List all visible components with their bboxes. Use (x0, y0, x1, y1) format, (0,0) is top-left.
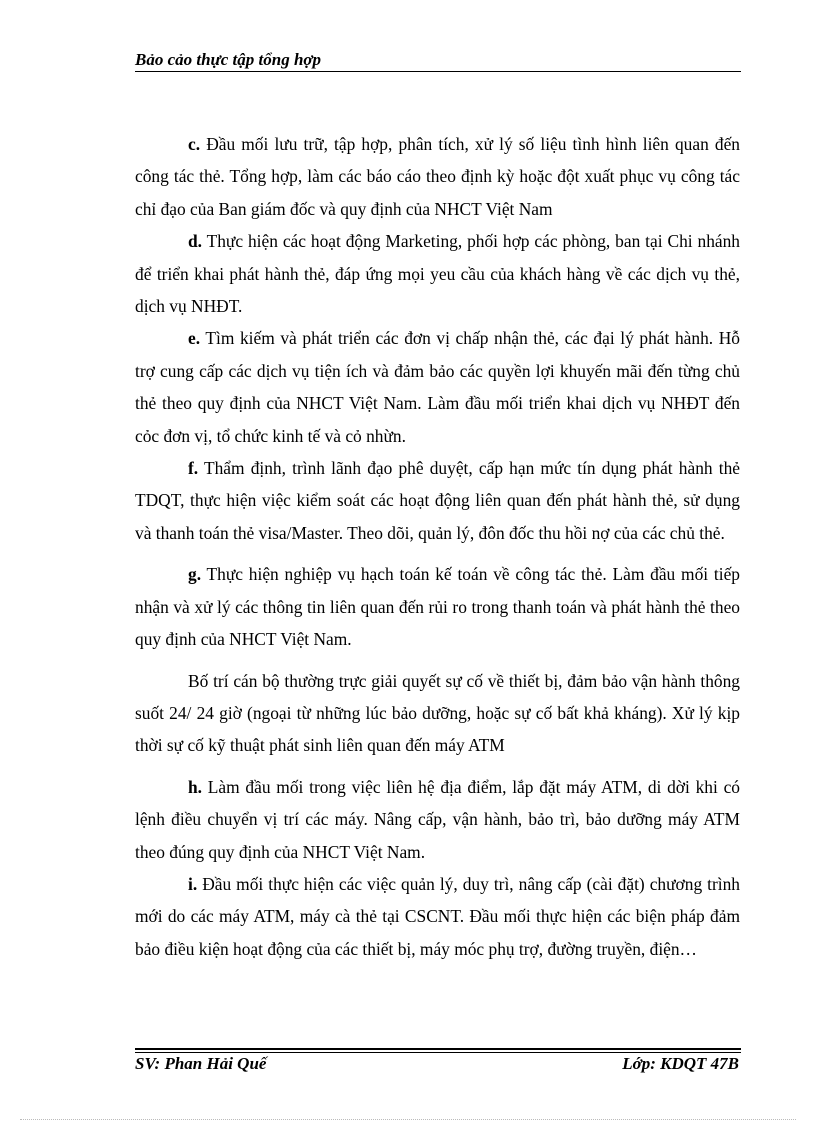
paragraph-text: Thực hiện nghiệp vụ hạch toán kế toán về công tác thẻ. Làm đầu mối tiếp nhận và xử lý các thông tin liên quan đến rủi ro trong thanh toán và phát hành thẻ theo quy định của NHCT Việt Nam. (135, 564, 740, 650)
header-rule (135, 71, 741, 72)
paragraph-label: h. (188, 776, 203, 797)
paragraph-text: Đầu mối thực hiện các việc quản lý, duy trì, nâng cấp (cài đặt) chương trình mới do các máy ATM, máy cà thẻ tại CSCNT. Đầu mối thực hiện các biện pháp đảm bảo điều kiện hoạt động của các thiết bị, máy móc phụ trợ, đường truyền, điện… (135, 873, 740, 959)
footer-class: Lớp: KDQT 47B (622, 1054, 739, 1073)
paragraph-g (135, 558, 740, 655)
page-header-title: Bảo cảo thực tập tổng hợp (135, 50, 322, 69)
document-body (135, 128, 740, 965)
paragraph-text: Thẩm định, trình lãnh đạo phê duyệt, cấp hạn mức tín dụng phát hành thẻ TDQT, thực hiện việc kiểm soát các hoạt động liên quan đến phát hành thẻ, sử dụng và thanh toán thẻ visa/Master. Theo dõi, quản lý, đôn đốc thu hồi nợ của các chủ thẻ. (135, 458, 740, 543)
paragraph-h (135, 771, 740, 868)
footer-student: SV: Phan Hải Quế (135, 1054, 267, 1073)
paragraph-e (135, 322, 740, 452)
paragraph-text: Đầu mối lưu trữ, tập hợp, phân tích, xử lý số liệu tình hình liên quan đến công tác thẻ. Tổng hợp, làm các báo cáo theo định kỳ hoặc đột xuất phục vụ công tác chỉ đạo của Ban giám đốc và quy định của NHCT Việt Nam (135, 134, 740, 219)
footer-rule (135, 1048, 741, 1050)
paragraph-text: Thực hiện các hoạt động Marketing, phối hợp các phòng, ban tại Chi nhánh để triển khai phát hành thẻ, đáp ứng mọi yeu cầu của khách hàng về các dịch vụ thẻ, dịch vụ NHĐT. (135, 231, 740, 317)
paragraph-text: Tìm kiếm và phát triển các đơn vị chấp nhận thẻ, các đại lý phát hành. Hỗ trợ cung cấp các dịch vụ tiện ích và đảm bảo các quyền lợi khuyến mãi đến từng chủ thẻ theo quy định của NHCT Việt Nam. Làm đầu mối triển khai dịch vụ NHĐT đến cỏc đơn vị, tổ chức kinh tế và cỏ nhừn. (135, 328, 740, 446)
page-footer (135, 1054, 741, 1074)
paragraph-label: f. (188, 458, 199, 479)
paragraph-label: c. (188, 134, 201, 154)
paragraph-c (135, 128, 740, 225)
paragraph-text: Làm đầu mối trong việc liên hệ địa điểm, lắp đặt máy ATM, di dời khi có lệnh điều chuyển vị trí các máy. Nâng cấp, vận hành, bảo trì, bảo dưỡng máy ATM theo đúng quy định của NHCT Việt Nam. (135, 776, 740, 862)
paragraph-label: g. (188, 564, 202, 585)
paragraph-f (135, 452, 740, 549)
paragraph-spacer (135, 656, 740, 665)
paragraph-text: Bố trí cán bộ thường trực giải quyết sự cố về thiết bị, đảm bảo vận hành thông suốt 24/ 24 giờ (ngoại từ những lúc bảo dưỡng, hoặc sự cố bất khả kháng). Xử lý kịp thời sự cố kỹ thuật phát sinh liên quan đến máy ATM (135, 670, 740, 756)
paragraph-label: e. (188, 328, 201, 349)
page-edge-dots (20, 1119, 796, 1120)
paragraph-spacer (135, 549, 740, 558)
paragraph-label: d. (188, 231, 203, 252)
paragraph-spacer (135, 762, 740, 771)
paragraph-d (135, 225, 740, 322)
paragraph-label: i. (188, 873, 198, 894)
paragraph-i (135, 868, 740, 965)
footer-rule-thin (135, 1052, 741, 1053)
paragraph-atm-duty (135, 665, 740, 762)
